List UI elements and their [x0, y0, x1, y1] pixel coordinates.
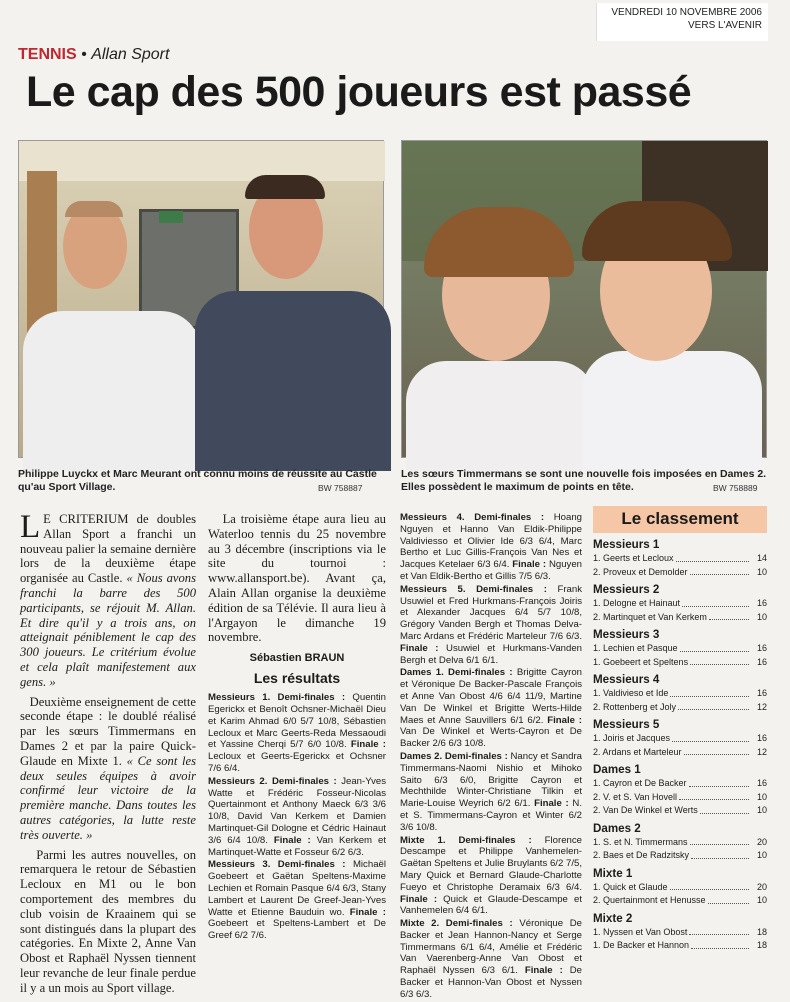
result-entry: Dames 2. Demi-finales : Nancy et Sandra Timmermans-Naomi Nishio et Mihoko Saito 6/3 6/0, Brigitte Cayron et Mechthilde Winter-Christiane Tilkin et Marie-Louise Weyrich 6/2 6/1. Finale : N. et S. Timmermans-Cayron et Winter 6/2 3/6 10/8. — [400, 750, 582, 833]
team-name: 2. Van De Winkel et Werts — [593, 805, 698, 815]
standings-row — [593, 792, 767, 804]
dot-leader — [684, 747, 749, 756]
standings-group-title: Messieurs 5 — [593, 718, 660, 731]
standings-row — [593, 733, 767, 745]
dot-leader — [676, 553, 749, 562]
standings-row — [593, 882, 767, 894]
standings-group-title: Mixte 1 — [593, 866, 633, 880]
standings-group-title: Messieurs 3 — [593, 628, 660, 641]
standings-row — [593, 850, 767, 862]
standings-row — [593, 567, 767, 579]
photo-credit-2: BW 758889 — [713, 483, 758, 493]
standings-row — [593, 805, 767, 817]
article-quote: « Nous avons franchi la barre des 500 participants, se réjouit M. Allan. Et dire qu'il y a trois ans, on atteignait péniblement le cap des 300 joueurs. Le critérium évolue et cela plaît manifestement aux gens. » — [20, 571, 197, 689]
team-name: 2. Quertainmont et Henusse — [593, 895, 706, 905]
section-label: TENNIS — [18, 46, 77, 63]
standings-row — [593, 612, 767, 624]
standings-row — [593, 643, 767, 655]
team-points: 10 — [756, 850, 767, 860]
page-header-tag — [596, 3, 768, 41]
headline: Le cap des 500 joueurs est passé — [26, 68, 692, 116]
result-entry: Messieurs 4. Demi-finales : Hoang Nguyen et Hanno Van Eldik-Philippe Valdiviesso et Olivier Ide 6/3 6/4, Marc Bertho et Luc Gillis-François Van Nes et Jacques Ketelaer 6/3 6/4. Finale : Nguyen et Van Eldik-Bertho et Gillis 7/5 6/3. — [400, 512, 583, 582]
dot-leader — [670, 688, 749, 697]
team-points: 18 — [756, 926, 767, 937]
result-entry: Messieurs 1. Demi-finales : Quentin Egerickx et Benoît Ochsner-Michaël Dieu et Karim Ahmad 6/0 5/7 10/8, Sébastien Lecloux et Marc Geerts-Reda Messaoudi et Yassine Cherqi 5/7 6/0 10/8. Finale : Lecloux et Geerts-Egerickx et Ochsner 7/6 6/4. — [208, 692, 386, 774]
dot-leader — [689, 778, 749, 787]
team-name: 1. Valdivieso et Ide — [593, 688, 669, 698]
team-points: 10 — [756, 895, 767, 905]
dot-leader — [691, 940, 749, 949]
dot-leader — [680, 643, 749, 652]
standings-group-title: Mixte 2 — [593, 911, 633, 925]
article-text: Parmi les autres nouvelles, on remarquera le retour de Sébastien Lecloux en M1 ou le bon comportement des membres du club voisin de Kraainem qui se sont distingués dans la plupart des catégories. En Mixte 2, Anne Van Obost et Raphaël Nyssen tiennent leur revanche de leur finale perdue il y a un mois au Sport village. — [20, 847, 196, 995]
result-entry: Mixte 1. Demi-finales : Florence Descampe et Philippe Vanhemelen-Gaëtan Speltens et Julie Bruylants 6/2 7/5, Mary Quick et Bernard Glaude-Charlotte Fueyo et Christophe Deramaix 6/3 6/4. Finale : Quick et Glaude-Descampe et Vanhemelen 6/4 6/1. — [400, 834, 583, 917]
team-points: 14 — [756, 553, 767, 563]
drop-cap: L — [20, 509, 41, 545]
standings-row — [593, 702, 767, 714]
team-points: 10 — [756, 611, 767, 622]
team-points: 20 — [756, 881, 767, 892]
team-points: 16 — [756, 598, 767, 608]
result-entry: Dames 1. Demi-finales : Brigitte Cayron et Véronique De Backer-Pascale François et Anne Van Obost 4/6 6/4 11/9, Martine Van De Winkel et Brigitte Werts-Hilde Maes et Anne Sauvillers 6/1 6/2. Finale : Van De Winkel et Werts-Cayron et De Backer 2/6 6/3 10/8. — [400, 667, 582, 750]
team-points: 12 — [756, 746, 767, 757]
team-points: 16 — [756, 778, 767, 788]
photo-timmermans-sisters — [401, 140, 767, 458]
standings-box — [593, 506, 767, 954]
standings-row — [593, 747, 767, 759]
team-points: 12 — [756, 701, 767, 712]
team-points: 20 — [756, 836, 767, 847]
standings-groups — [593, 538, 767, 952]
standings-group-title: Messieurs 2 — [593, 583, 660, 596]
article-paragraph — [20, 509, 197, 690]
team-name: 2. V. et S. Van Hovell — [593, 791, 678, 802]
team-name: 1. Delogne et Hainaut — [593, 598, 681, 608]
dot-leader — [709, 612, 749, 621]
caption-text-2: Les sœurs Timmermans se sont une nouvelle fois imposées en Dames 2. Elles possèdent le maximum de points en tête. — [401, 468, 767, 493]
newspaper-name: VERS L'AVENIR — [688, 20, 762, 31]
team-points: 16 — [756, 643, 767, 653]
section-kicker — [18, 46, 169, 64]
dot-leader — [690, 567, 749, 576]
team-name: 1. Joiris et Jacques — [593, 733, 671, 743]
team-points: 10 — [756, 791, 767, 802]
article-paragraph — [20, 695, 196, 843]
result-entry: Messieurs 3. Demi-finales : Michaël Goebeert et Gaëtan Speltens-Maxime Lechien et Romain Pasque 6/4 6/3, Stany Lambert et Laurent De Greef-Jean-Yves Watte et Etienne Bauduin wo. Finale : Goebeert et Speltens-Lambert et De Greef 6/2 7/6. — [208, 859, 386, 942]
result-entry: Messieurs 2. Demi-finales : Jean-Yves Watte et Frédéric Fosseur-Nicolas Quertainmont et Anthony Maeck 6/3 3/6 10/8, David Van Kerkem et Damien Martinquet-Gil Dologne et Cédric Hainaut 3/6 6/4 10/8. Finale : Van Kerkem et Martinquet-Watte et Fosseur 6/2 6/3. — [208, 775, 387, 858]
dot-leader — [670, 882, 749, 891]
team-name: 1. Geerts et Lecloux — [593, 553, 674, 563]
article-text: Deuxième enseignement de cette seconde étape : le doublé réalisé par les sœurs Timmermans en Dames 2 et par la paire Quick-Glaude en Mixte 1. — [20, 694, 196, 768]
photo-credit-1: BW 758887 — [318, 483, 363, 493]
author-byline: Sébastien BRAUN — [249, 652, 345, 665]
kicker-bullet: • — [81, 46, 87, 63]
dot-leader — [690, 657, 749, 666]
dot-leader — [672, 733, 749, 742]
subsection-label: Allan Sport — [91, 46, 170, 63]
standings-row — [593, 553, 767, 565]
article-text: E CRITERIUM de doubles Allan Sport a franchi un nouveau palier la semaine dernière lors de la deuxième étape organisée au Castle. — [20, 512, 196, 586]
team-name: 1. Goebeert et Speltens — [593, 656, 689, 667]
dot-leader — [679, 792, 749, 801]
dot-leader — [689, 927, 749, 936]
article-continued — [208, 512, 386, 645]
article-paragraph — [208, 512, 386, 645]
team-name: 2. Rottenberg et Joly — [593, 701, 677, 712]
standings-row — [593, 895, 767, 907]
standings-row — [593, 688, 767, 700]
dot-leader — [691, 850, 749, 859]
standings-group-title: Dames 2 — [593, 821, 641, 835]
standings-row — [593, 940, 767, 952]
result-entry: Messieurs 5. Demi-finales : Frank Usuwiel et Fred Hurkmans-François Joiris et Alexander Jacques 6/4 5/7 10/8, Grégory Vanden Bergh et Thomas Delva-Marc Ardans et Frédéric Marteleur 7/6 6/3. Finale : Usuwiel et Hurkmans-Vanden Bergh et Delva 6/1 6/1. — [400, 583, 583, 666]
team-points: 10 — [756, 566, 767, 577]
team-name: 2. Baes et De Radzitsky — [593, 850, 690, 860]
standings-row — [593, 598, 767, 610]
team-name: 1. Cayron et De Backer — [593, 778, 687, 788]
dot-leader — [708, 895, 749, 904]
result-entry: Mixte 2. Demi-finales : Véronique De Backer et Jean Hannon-Nancy et Serge Timmermans 6/1 6/4, Amélie et Frédéric Van Vaerenberg-Anne Van Obost et Raphaël Nyssen 6/3 6/1. Finale : De Backer et Hannon-Van Obost et Nyssen 6/3 6/3. — [400, 918, 582, 1000]
standings-group-title: Dames 1 — [593, 763, 641, 776]
team-points: 10 — [756, 805, 767, 815]
team-name: 1. S. et N. Timmermans — [593, 836, 688, 847]
article-paragraph — [20, 848, 196, 996]
results-list-2 — [400, 512, 582, 1002]
team-points: 16 — [756, 688, 767, 698]
results-list-1 — [208, 692, 386, 942]
dot-leader — [682, 598, 749, 607]
team-name: 1. Lechien et Pasque — [593, 643, 678, 653]
dot-leader — [678, 702, 749, 711]
standings-group-title: Messieurs 1 — [593, 538, 660, 551]
team-points: 16 — [756, 656, 767, 667]
article-column-2 — [208, 512, 386, 943]
dot-leader — [700, 805, 749, 814]
team-points: 18 — [756, 940, 767, 950]
standings-row — [593, 927, 767, 939]
photo-luyckx-meurant — [18, 140, 384, 458]
standings-row — [593, 778, 767, 790]
standings-row — [593, 837, 767, 849]
results-title: Les résultats — [253, 670, 341, 687]
team-name: 2. Ardans et Marteleur — [593, 746, 682, 757]
article-text: La troisième étape aura lieu au Waterloo tennis du 25 novembre au 3 décembre (inscriptions via le site du tournoi : www.allansport.be). Avant ça, Alain Allan organise la deuxième édition de sa Télévie. Il aura lieu à l'Argayon le dimanche 19 novembre. — [208, 512, 386, 645]
team-name: 2. Martinquet et Van Kerkem — [593, 611, 707, 622]
caption-text-1: Philippe Luyckx et Marc Meurant ont connu moins de réussite au Castle qu'au Sport Village. — [18, 468, 377, 493]
team-points: 16 — [756, 733, 767, 743]
article-column-1 — [20, 509, 197, 1001]
article-quote: « Ce sont les deux seules équipes à avoir confirmé leur victoire de la première manche. Dans toutes les autres catégories, la lutte reste très ouverte. » — [20, 753, 197, 842]
standings-group-title: Messieurs 4 — [593, 673, 660, 686]
team-name: 1. Nyssen et Van Obost — [593, 926, 688, 937]
issue-date: VENDREDI 10 NOVEMBRE 2006 — [611, 7, 762, 18]
standings-title: Le classement — [593, 506, 767, 533]
standings-row — [593, 657, 767, 669]
team-name: 1. De Backer et Hannon — [593, 940, 690, 950]
team-name: 1. Quick et Glaude — [593, 881, 668, 892]
team-name: 2. Proveux et Demolder — [593, 566, 688, 577]
dot-leader — [690, 837, 749, 846]
